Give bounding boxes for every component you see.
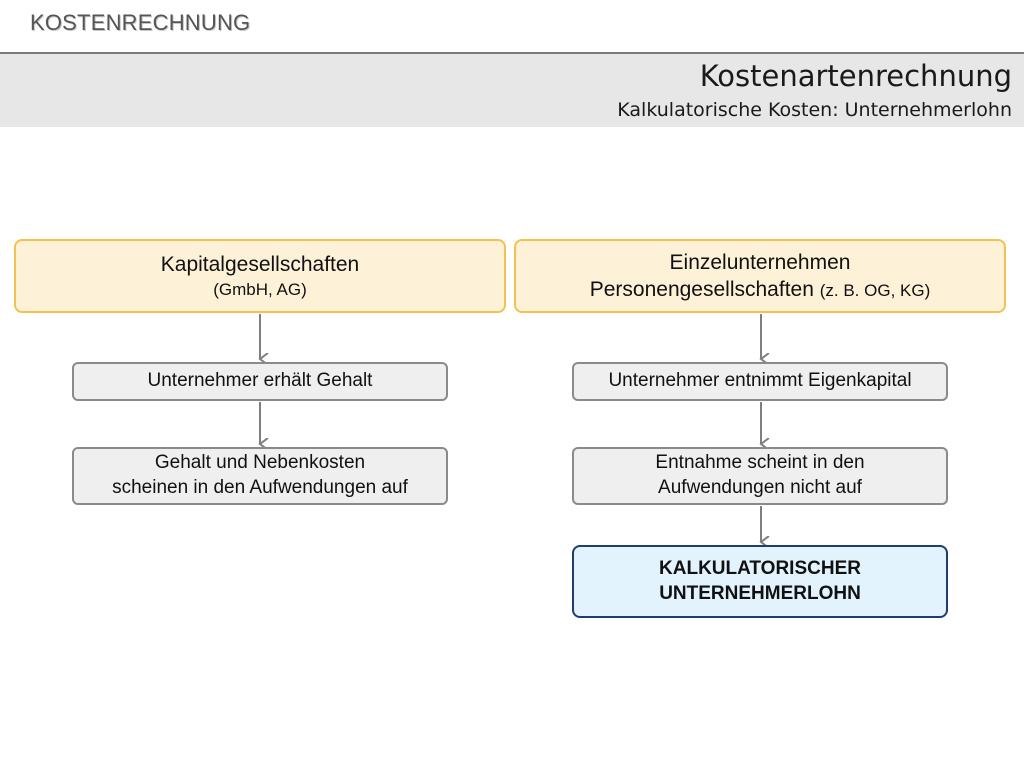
page-title: Kostenartenrechnung xyxy=(699,59,1012,93)
result-box-unternehmerlohn xyxy=(572,545,948,618)
step-box-gehalt xyxy=(72,362,448,401)
heading-note: (z. B. OG, KG) xyxy=(819,281,931,300)
step-text-line2: Aufwendungen nicht auf xyxy=(658,477,862,498)
step-box-eigenkapital xyxy=(572,362,948,401)
heading-box-kapitalgesellschaften xyxy=(14,239,506,313)
step-text: Unternehmer entnimmt Eigenkapital xyxy=(608,370,912,392)
heading-text: Kapitalgesellschaften xyxy=(160,253,360,277)
step-text-line2: scheinen in den Aufwendungen auf xyxy=(112,477,408,498)
result-text-line2: UNTERNEHMERLOHN xyxy=(659,582,861,604)
result-text-line1: KALKULATORISCHER xyxy=(659,557,861,579)
heading-box-einzelunternehmen xyxy=(514,239,1006,313)
heading-note: (GmbH, AG) xyxy=(213,279,307,299)
heading-text-line1: Einzelunternehmen xyxy=(669,250,851,274)
page-subtitle: Kalkulatorische Kosten: Unternehmerlohn xyxy=(617,99,1012,121)
heading-text-line2 xyxy=(590,276,931,303)
heading-text-main: Personengesellschaften xyxy=(589,278,814,301)
step-text: Unternehmer erhält Gehalt xyxy=(147,370,373,392)
step-text-line1: Entnahme scheint in den xyxy=(655,452,865,474)
step-box-aufwendungen-auf xyxy=(72,447,448,505)
step-box-aufwendungen-nicht-auf xyxy=(572,447,948,505)
step-text-line1: Gehalt und Nebenkosten xyxy=(154,452,366,474)
section-label: KOSTENRECHNUNG xyxy=(30,10,251,35)
